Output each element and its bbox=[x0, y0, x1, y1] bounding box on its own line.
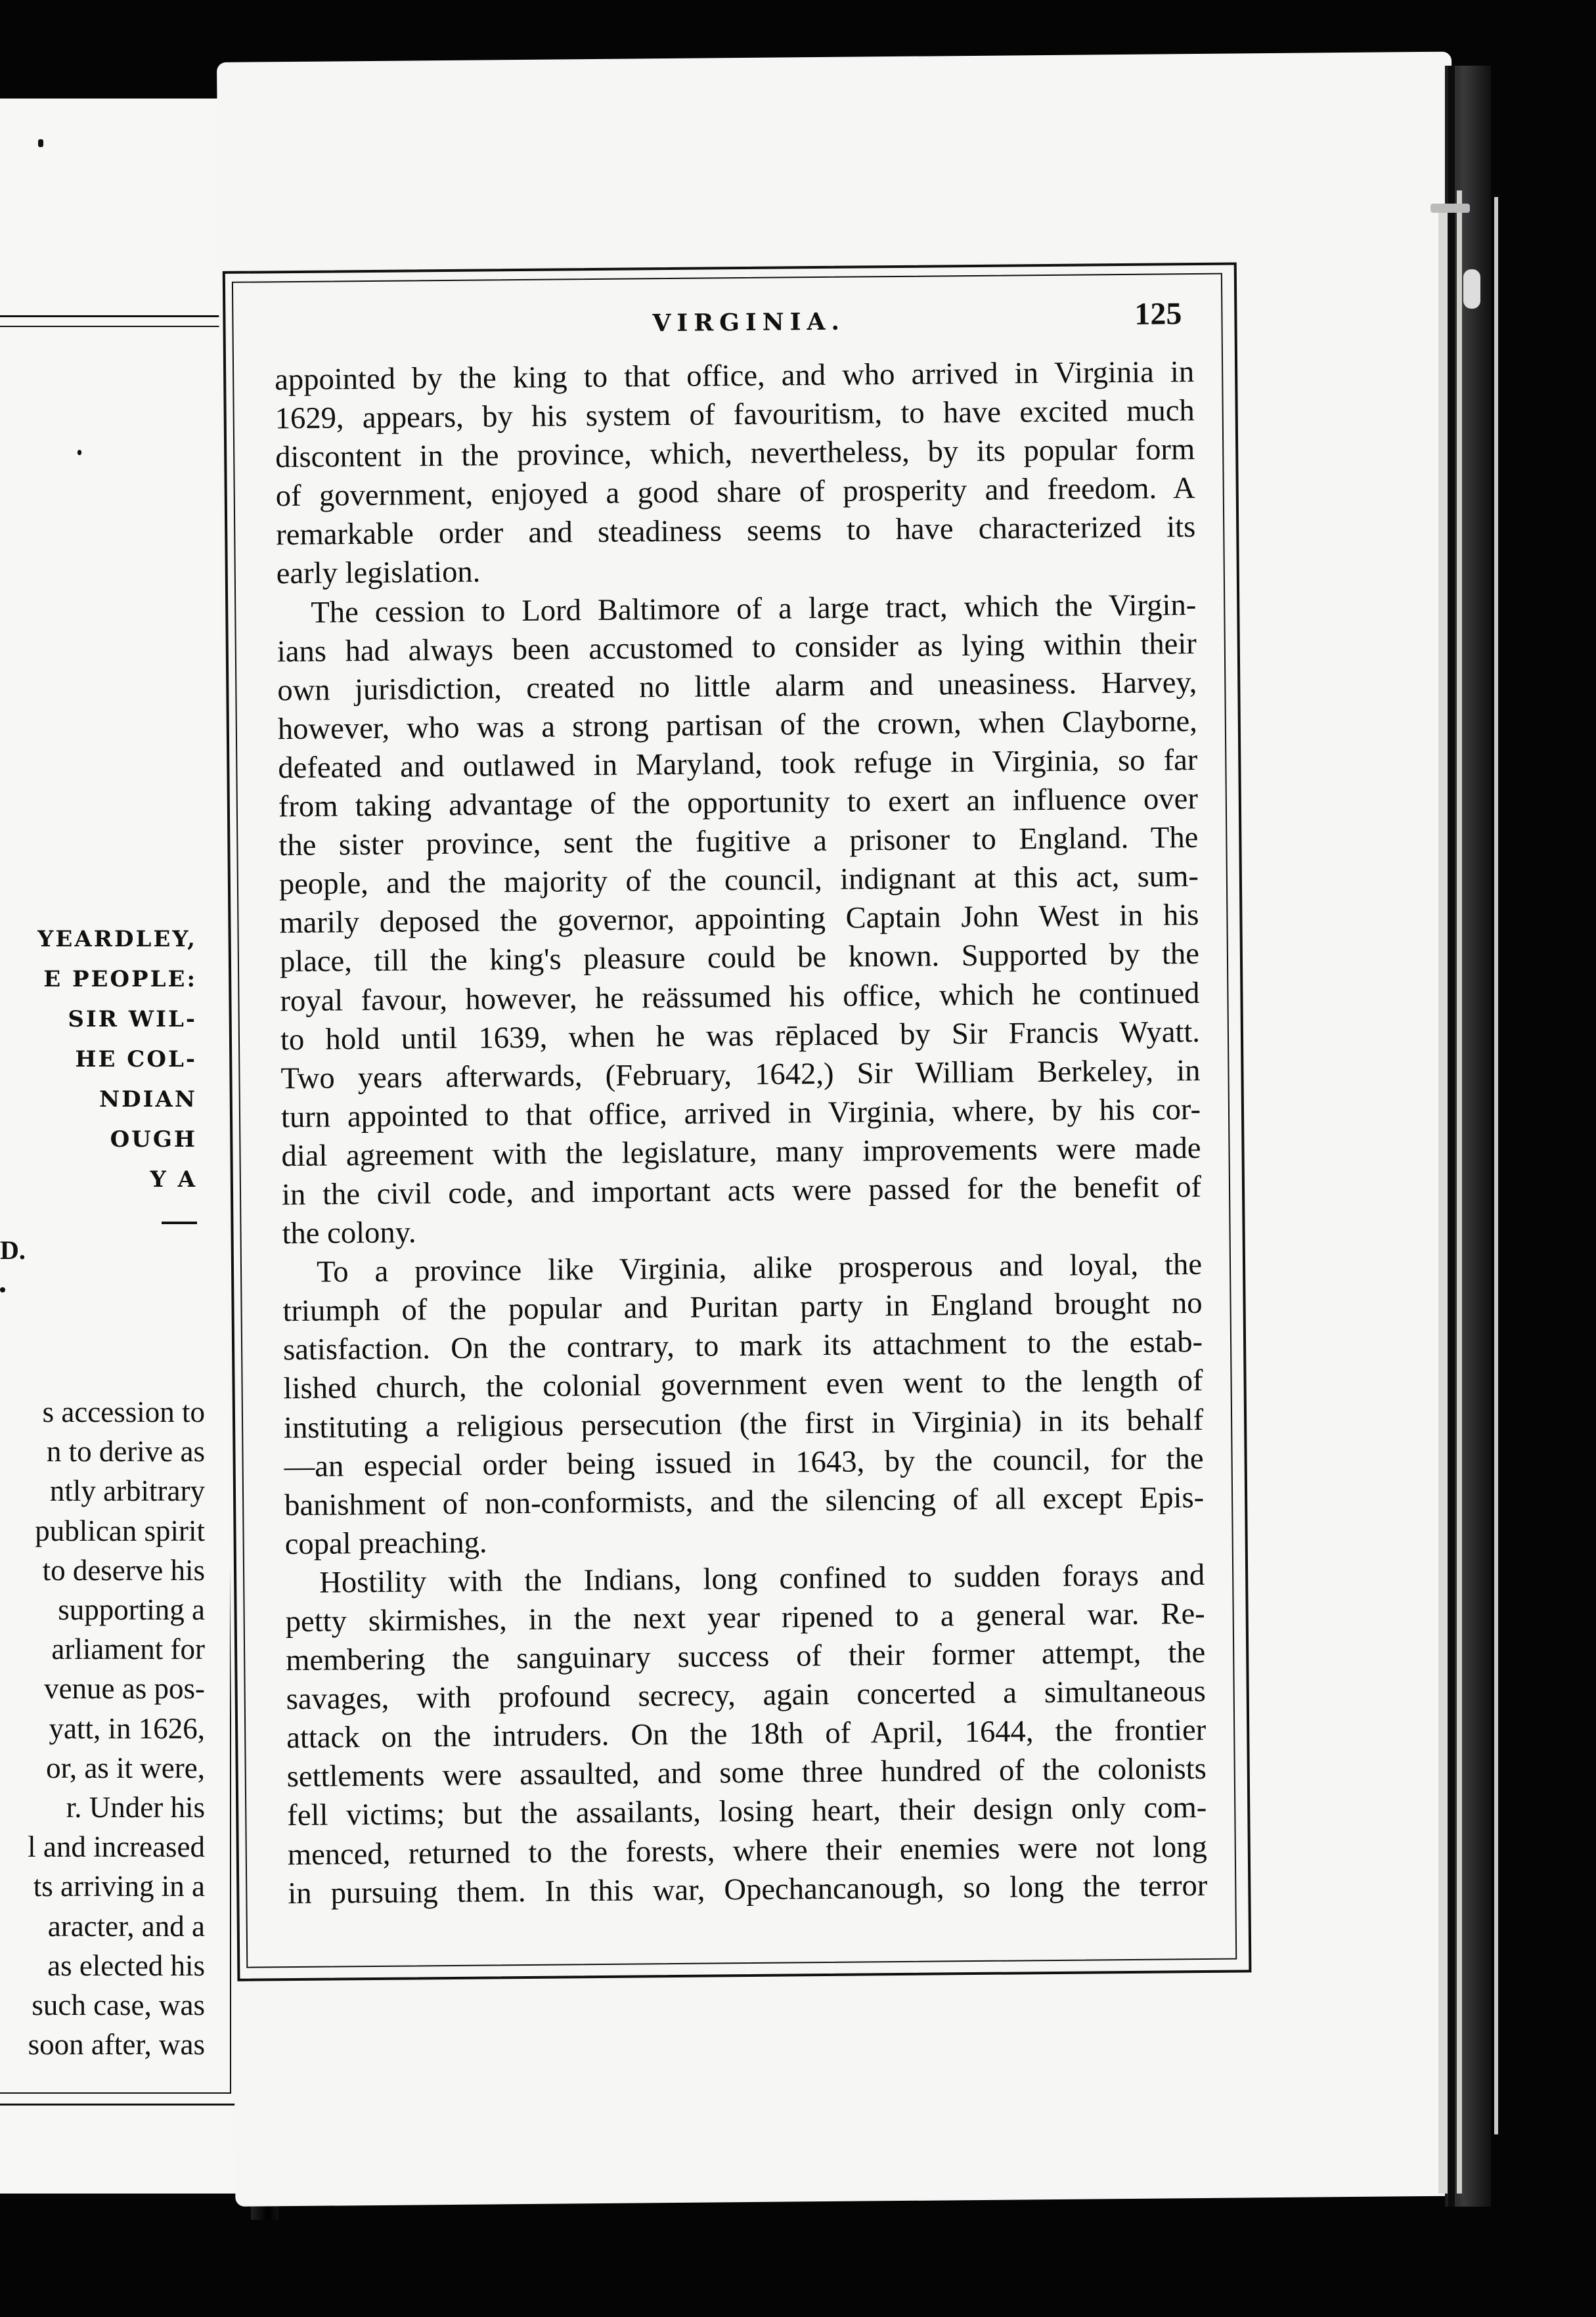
page-edge-mark bbox=[1430, 204, 1470, 213]
text-line: lished church, the colonial government even went to the length of bbox=[283, 1363, 1203, 1406]
page-edge-strip bbox=[1438, 210, 1448, 2194]
heading-line: YEARDLEY, bbox=[37, 926, 197, 952]
text-line: publican spirit bbox=[35, 1514, 205, 1547]
text-line: membering the sanguinary success of their former attempt, the bbox=[286, 1635, 1206, 1678]
heading-line: HE COL- bbox=[75, 1046, 197, 1072]
text-line: own jurisdiction, created no little alarm and uneasiness. Harvey, bbox=[277, 665, 1197, 707]
text-line: however, who was a strong partisan of the crown, when Clayborne, bbox=[277, 703, 1198, 747]
text-line: early legislation. bbox=[276, 554, 481, 591]
text-line: venue as pos- bbox=[44, 1672, 205, 1706]
heading-line: OUGH bbox=[110, 1126, 197, 1153]
text-line: such case, was bbox=[32, 1989, 205, 2022]
text-line: triumph of the popular and Puritan party in England brought no bbox=[282, 1286, 1203, 1329]
text-line: ians had always been accustomed to consider as lying within their bbox=[277, 626, 1197, 669]
text-line: n to derive as bbox=[46, 1435, 205, 1468]
left-facing-page bbox=[0, 99, 251, 2194]
main-page bbox=[217, 52, 1470, 2207]
text-line: turn appointed to that office, arrived in Virginia, where, by his cor- bbox=[280, 1092, 1201, 1134]
text-line: place, till the king's pleasure could be known. Supported by the bbox=[279, 937, 1200, 979]
text-line: in pursuing them. In this war, Opechancanough, so long the terror bbox=[288, 1868, 1208, 1910]
left-sub-heading: D. bbox=[0, 1235, 26, 1265]
text-line: ts arriving in a bbox=[33, 1870, 205, 1903]
text-line: savages, with profound secrecy, again concerted a simultaneous bbox=[286, 1674, 1206, 1717]
text-line: fell victims; but the assailants, losing heart, their design only com- bbox=[287, 1790, 1207, 1833]
text-line: r. Under his bbox=[66, 1791, 205, 1824]
running-head: VIRGINIA. bbox=[652, 307, 846, 338]
text-line: l and increased bbox=[28, 1830, 205, 1864]
text-line: banishment of non-conformists, and the silencing of all except Epis- bbox=[284, 1480, 1205, 1522]
text-line: menced, returned to the forests, where their enemies were not long bbox=[287, 1829, 1207, 1872]
left-body-text bbox=[0, 1392, 205, 2064]
heading-line: E PEOPLE: bbox=[43, 966, 197, 992]
text-line: the sister province, sent the fugitive a prisoner to England. The bbox=[278, 820, 1199, 863]
left-chapter-heading bbox=[0, 919, 197, 1200]
text-line: or, as it were, bbox=[46, 1751, 205, 1784]
text-line: aracter, and a bbox=[47, 1909, 205, 1943]
text-line: arliament for bbox=[51, 1633, 205, 1666]
text-line: marily deposed the governor, appointing Captain John West in his bbox=[279, 898, 1199, 940]
page-edge-shadow bbox=[1448, 66, 1455, 2207]
text-line: appointed by the king to that office, and who arrived in Virginia in bbox=[274, 355, 1195, 397]
ink-speck bbox=[78, 450, 81, 455]
text-line: attack on the intruders. On the 18th of April, 1644, the frontier bbox=[286, 1713, 1207, 1755]
text-line: 1629, appears, by his system of favouritism, to have excited much bbox=[275, 393, 1195, 436]
text-line: people, and the majority of the council, indignant at this act, sum- bbox=[278, 859, 1199, 902]
text-line: the colony. bbox=[282, 1215, 416, 1251]
text-line: discontent in the province, which, nevertheless, by its popular form bbox=[275, 432, 1195, 475]
page-edge-strip bbox=[1494, 197, 1498, 2134]
text-line: defeated and outlawed in Maryland, took refuge in Virginia, so far bbox=[278, 742, 1198, 785]
text-line: petty skirmishes, in the next year ripened to a general war. Re- bbox=[285, 1596, 1205, 1639]
heading-line: NDIAN bbox=[99, 1086, 197, 1113]
ink-speck bbox=[38, 139, 43, 147]
body-text bbox=[275, 353, 1208, 1913]
heading-line: Y A bbox=[150, 1166, 197, 1193]
text-line: to hold until 1639, when he was rēplaced by Sir Francis Wyatt. bbox=[280, 1014, 1201, 1057]
text-line: copal preaching. bbox=[284, 1525, 487, 1561]
text-line: from taking advantage of the opportunity to exert an influence over bbox=[278, 782, 1199, 824]
text-line: Two years afterwards, (February, 1642,) Sir William Berkeley, in bbox=[280, 1053, 1201, 1095]
page-number: 125 bbox=[1134, 296, 1182, 332]
text-line: to deserve his bbox=[42, 1553, 205, 1587]
text-line: —an especial order being issued in 1643, by the council, for the bbox=[284, 1441, 1204, 1484]
text-line: royal favour, however, he reässumed his office, which he continued bbox=[280, 975, 1200, 1018]
left-heading-rule bbox=[162, 1222, 197, 1224]
text-line: in the civil code, and important acts were passed for the benefit of bbox=[281, 1169, 1202, 1212]
text-line: instituting a religious persecution (the first in Virginia) in its behalf bbox=[283, 1402, 1204, 1445]
text-line: remarkable order and steadiness seems to have characterized its bbox=[276, 510, 1196, 552]
text-line: satisfaction. On the contrary, to mark its attachment to the estab- bbox=[282, 1325, 1203, 1367]
heading-line: SIR WIL- bbox=[68, 1006, 197, 1032]
ink-speck bbox=[0, 1287, 5, 1292]
text-line: s accession to bbox=[42, 1396, 205, 1428]
text-line: To a province like Virginia, alike prosperous and loyal, the bbox=[316, 1247, 1203, 1289]
text-line: supporting a bbox=[58, 1593, 205, 1627]
text-line: dial agreement with the legislature, many improvements were made bbox=[281, 1130, 1201, 1174]
text-line: Hostility with the Indians, long confined to sudden forays and bbox=[319, 1557, 1205, 1600]
text-line: settlements were assaulted, and some three hundred of the colonists bbox=[286, 1752, 1207, 1794]
text-line: soon after, was bbox=[28, 2028, 205, 2062]
text-line: of government, enjoyed a good share of prosperity and freedom. A bbox=[275, 471, 1195, 514]
page-edge-strip bbox=[1457, 190, 1462, 2194]
text-line: yatt, in 1626, bbox=[49, 1711, 205, 1745]
text-line: The cession to Lord Baltimore of a large tract, which the Virgin- bbox=[311, 587, 1197, 630]
text-line: as elected his bbox=[47, 1949, 205, 1982]
text-line: ntly arbitrary bbox=[49, 1474, 205, 1508]
page-edge-mark bbox=[1463, 269, 1480, 309]
